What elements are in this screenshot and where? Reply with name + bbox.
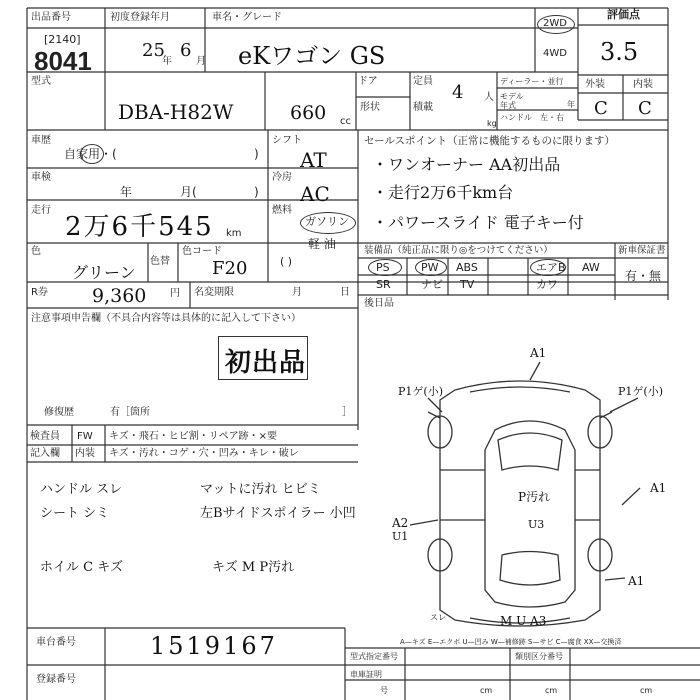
registration-month: 6: [180, 40, 192, 61]
exterior-value: C: [594, 98, 608, 119]
load-label: 積載: [413, 102, 433, 113]
history-value: 自家用・(: [64, 147, 117, 161]
handle-options: 左・右: [540, 113, 564, 122]
ac-label: 冷房: [272, 172, 292, 183]
mileage-value: 2万6千545: [65, 212, 214, 242]
dmg-right-side: A1: [650, 481, 667, 495]
cm-unit-2: cm: [545, 686, 558, 695]
cc-unit: cc: [340, 116, 351, 127]
dmg-center-lower: U3: [528, 518, 545, 531]
equip-abs: ABS: [456, 261, 478, 274]
color-label: 色: [31, 246, 41, 257]
capacity-unit: 人: [484, 92, 494, 103]
repair-close: ］: [342, 407, 352, 418]
interior-row-label: 内装: [75, 448, 95, 459]
ac-value: AC: [300, 182, 330, 206]
km-unit: km: [226, 228, 242, 239]
equip-aw: AW: [582, 261, 600, 274]
registration-year: 25: [142, 40, 165, 61]
chassis-value: 1519167: [150, 632, 278, 660]
shift-label: シフト: [272, 135, 302, 146]
drive-4wd: 4WD: [543, 48, 567, 59]
handle-label: ハンドル: [500, 113, 532, 122]
year-suffix: 年: [162, 56, 172, 67]
score-value: 3.5: [600, 38, 639, 66]
dealer-label: ディーラー・並行: [500, 77, 564, 86]
model-label: 型式: [31, 76, 51, 87]
recycle-label: R券: [31, 287, 48, 298]
equip-pw: PW: [421, 261, 439, 274]
model-value: DBA-H82W: [118, 100, 234, 124]
shape-label: 形状: [360, 102, 380, 113]
remark-2-left: シート シミ: [40, 506, 110, 521]
fw-items: キズ・飛石・ヒビ割・リペア跡・×要: [109, 431, 277, 442]
history-close: ): [254, 147, 259, 161]
inspection-month: 月(: [180, 185, 197, 199]
registration-number-label: 登録番号: [36, 674, 76, 685]
capacity-label: 定員: [413, 76, 433, 87]
interior-label: 内装: [633, 79, 653, 90]
inspection-label: 車検: [31, 172, 51, 183]
dmg-rear-right: A1: [628, 574, 645, 588]
type-cert-label: 型式指定番号: [350, 652, 398, 661]
color-change-label: 色替: [150, 256, 170, 267]
equip-sr: SR: [376, 278, 391, 291]
dmg-front-left: P1ゲ(小): [398, 385, 443, 398]
stamp-text: 初出品: [225, 348, 307, 378]
year-unit: 年: [567, 100, 575, 109]
capacity-value: 4: [452, 82, 464, 103]
warranty-value: 有・無: [625, 269, 662, 283]
recycle-value: 9,360: [92, 285, 147, 307]
remark-3-left: ホイル C キズ: [40, 560, 123, 575]
category-label: 類別区分番号: [515, 652, 563, 661]
mileage-label: 走行: [31, 205, 51, 216]
recycle-unit: 円: [170, 288, 180, 299]
lot-label: 出品番号: [31, 12, 71, 23]
fuel-label: 燃料: [272, 205, 292, 216]
cm-unit-1: cm: [480, 686, 493, 695]
exterior-label: 外装: [585, 79, 605, 90]
equip-airbag: エアB: [536, 261, 566, 274]
name-change-label: 名変期限: [194, 287, 234, 298]
color-value: グリーン: [72, 263, 136, 282]
registration-label: 初度登録年月: [110, 12, 170, 23]
inspection-close: ): [254, 185, 259, 199]
car-name-value: eKワゴン GS: [238, 42, 386, 70]
remark-1-right: マットに汚れ ヒビミ: [200, 482, 321, 497]
dmg-left-side-top: A2: [392, 516, 409, 530]
dmg-rear: M U A3: [500, 614, 547, 628]
engine-cc: 660: [290, 102, 327, 124]
equipment-label: 装備品（純正品に限り◎をつけてください）: [364, 245, 553, 256]
sales-point-2: ・走行2万6千km台: [372, 183, 514, 202]
name-change-day: 日: [340, 287, 350, 298]
interior-items: キズ・汚れ・コゲ・穴・凹み・キレ・破レ: [109, 448, 299, 459]
repair-label: 修復歴: [44, 407, 74, 418]
month-suffix: 月: [196, 56, 206, 67]
writer-label: 記入欄: [30, 448, 60, 459]
garage-cert-label: 車庫証明: [350, 670, 382, 679]
equip-leather: カワ: [536, 278, 558, 291]
drive-2wd: 2WD: [543, 18, 567, 29]
damage-legend: A—キズ E—エクボ U—凹み W—補修跡 S—サビ C—腐食 XX—交換済: [400, 638, 622, 646]
inspector-label: 検査員: [30, 431, 60, 442]
lot-number: 8041: [34, 46, 92, 76]
remark-3-right: キズ M P汚れ: [212, 560, 295, 575]
fuel-paren: ( ): [280, 255, 293, 268]
dmg-center: P汚れ: [518, 490, 551, 504]
dmg-rear-small: スレ: [430, 613, 446, 622]
fuel-gasoline: ガソリン: [305, 215, 349, 228]
warranty-label: 新車保証書: [618, 245, 666, 256]
shift-value: AT: [300, 148, 327, 172]
dmg-front: A1: [530, 346, 547, 360]
dmg-front-right: P1ゲ(小): [618, 385, 663, 398]
color-code-value: F20: [212, 258, 248, 279]
rear-docs-label: 後日品: [364, 298, 394, 309]
lot-code: [2140]: [44, 33, 81, 46]
equip-ps: PS: [376, 261, 390, 274]
interior-value: C: [638, 98, 652, 119]
door-label: ドア: [358, 76, 378, 87]
notes-label: 注意事項申告欄（不具合内容等は具体的に記入して下さい）: [31, 313, 301, 324]
remark-1-left: ハンドル スレ: [40, 482, 123, 497]
fuel-diesel: 軽 油: [308, 237, 336, 251]
remark-2-right: 左Bサイドスポイラー 小凹: [200, 506, 356, 521]
dmg-left-side-bottom: U1: [392, 530, 409, 543]
history-label: 車歴: [31, 135, 51, 146]
model-year-label: モデル年式: [500, 92, 524, 110]
fw-label: FW: [77, 431, 93, 442]
sales-point-3: ・パワースライド 電子キー付: [372, 213, 584, 232]
equip-navi: ナビ: [421, 278, 443, 291]
name-change-month: 月: [292, 287, 302, 298]
equip-tv: TV: [460, 278, 475, 291]
chassis-label: 車台番号: [36, 637, 76, 648]
inspection-year: 年: [120, 185, 133, 199]
kg-unit: kg: [487, 119, 497, 128]
car-name-label: 車名・グレード: [212, 12, 282, 23]
sales-point-1: ・ワンオーナー AA初出品: [372, 155, 561, 174]
score-label: 評価点: [607, 8, 640, 21]
cm-unit-3: cm: [640, 686, 653, 695]
repair-value: 有［箇所: [110, 407, 150, 418]
color-code-label: 色コード: [182, 246, 222, 257]
sales-points-label: セールスポイント（正常に機能するものに限ります）: [364, 135, 616, 147]
number-symbol: 号: [380, 686, 388, 695]
